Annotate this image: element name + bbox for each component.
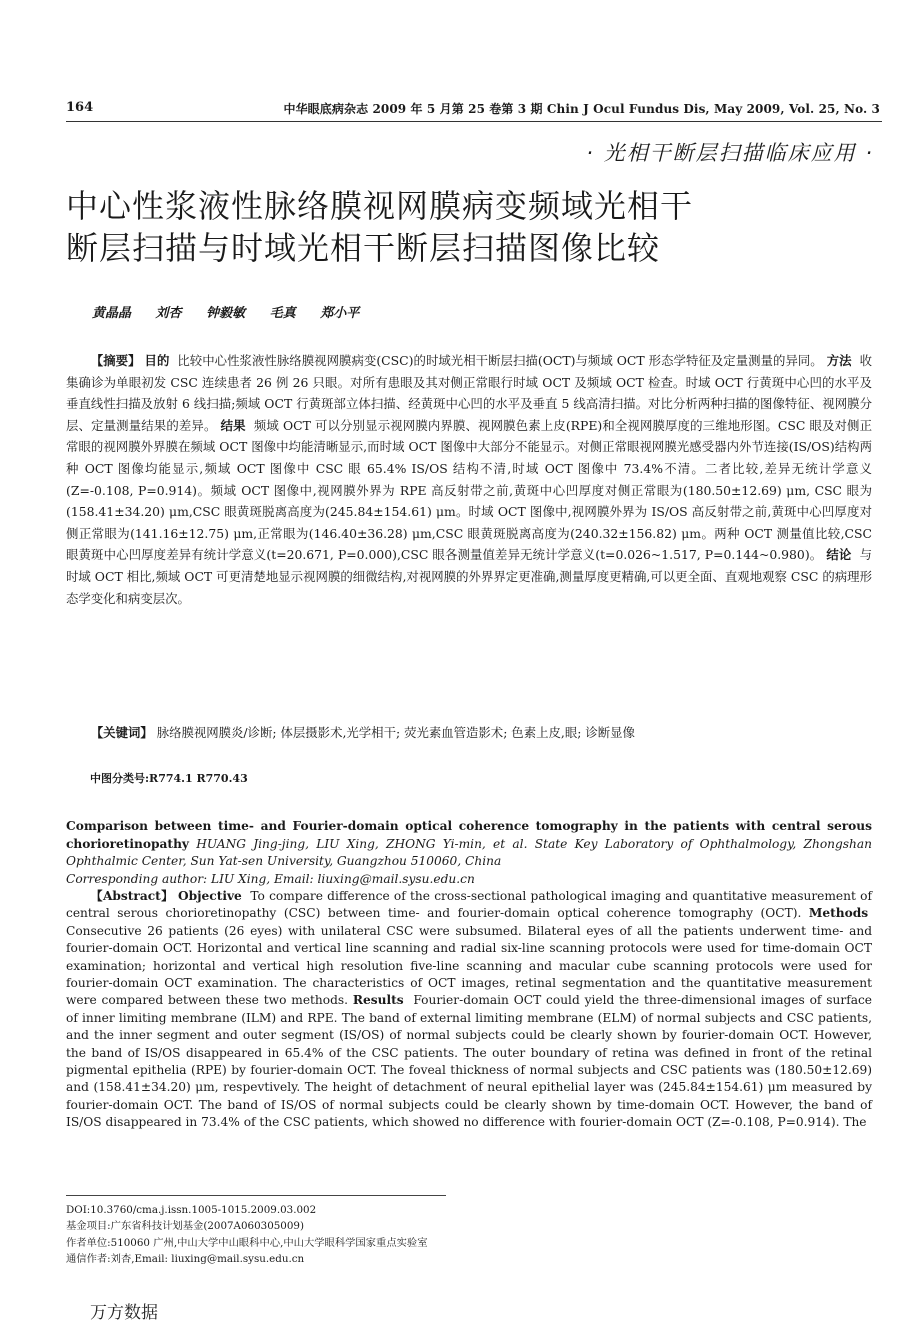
keywords-text: 脉络膜视网膜炎/诊断; 体层摄影术,光学相干; 荧光素血管造影术; 色素上皮,眼; 诊断显像 (156, 725, 635, 740)
author-name: 刘杏 (155, 306, 182, 321)
chinese-abstract (66, 350, 872, 609)
abstract-text: To compare difference of the cross-sectional pathological imaging and quantitative measurement of central serous chorioretinopathy (CSC) between time- and fourier-domain optical coherence tomography (OCT). (66, 889, 872, 921)
header-rule (66, 121, 882, 122)
abstract-section-head: 目的 (144, 353, 170, 368)
footnote-funding: 基金项目:广东省科技计划基金(2007A060305009) (66, 1220, 304, 1233)
title-line: 断层扫描与时域光相干断层扫描图像比较 (66, 229, 661, 267)
abstract-text: 比较中心性浆液性脉络膜视网膜病变(CSC)的时域光相干断层扫描(OCT)与频域 OCT 形态学特征及定量测量的异同。 (177, 353, 823, 368)
classification-code: 中图分类号:R774.1 R770.43 (90, 772, 248, 785)
keywords-label: 【关键词】 (90, 725, 153, 740)
english-authors: HUANG Jing-jing, LIU Xing, ZHONG Yi-min, et al. (196, 836, 528, 851)
english-title-block (66, 818, 872, 888)
footnote-correspondence: 通信作者:刘杏,Email: liuxing@mail.sysu.edu.cn (66, 1252, 305, 1265)
abstract-section-head: Methods (808, 906, 869, 921)
author-name: 毛真 (269, 306, 296, 321)
abstract-text: Consecutive 26 patients (26 eyes) with unilateral CSC were subsumed. Bilateral eyes of all the patients underwent time- and fourier-domain OCT. Horizontal and vertical line scanning and radial six-line scanning protocols were used for time-domain OCT examination; horizontal and vertical high resolution five-line scanning and macular cube scanning protocols were used for fourier-domain OCT examination. The characteristics of OCT images, retinal segmentation and the quantitative measurement were compared between these two methods. (66, 923, 872, 1008)
footnote-rule (66, 1195, 446, 1196)
footnote-doi: DOI:10.3760/cma.j.issn.1005-1015.2009.03.002 (66, 1204, 317, 1216)
article-title (66, 185, 866, 269)
footnote-affiliation: 作者单位:510060 广州,中山大学中山眼科中心,中山大学眼科学国家重点实验室 (66, 1236, 428, 1249)
abstract-text: 频域 OCT 可以分别显示视网膜内界膜、视网膜色素上皮(RPE)和全视网膜厚度的三维地形图。CSC 眼及对侧正常眼的视网膜外界膜在频域 OCT 图像中均能清晰显示,而时域 OCT 图像中大部分不能显示。对侧正常眼视网膜光感受器内外节连接(IS/OS)结构两种 OCT 图像均能显示,频域 OCT 图像中 CSC 眼 65.4% IS/OS 结构不清,时域 OCT 图像中 73.4%不清。二者比较,差异无统计学意义(Z=-0.108, P=0.914)。频域 OCT 图像中,视网膜外界为 RPE 高反射带之前,黄斑中心凹厚度对侧正常眼为(180.50±12.69) μm, CSC 眼为(158.41±34.20) μm,CSC 眼黄斑脱离高度为(245.84±154.61) μm。时域 OCT 图像中,视网膜外界为 IS/OS 高反射带之前,黄斑中心凹厚度对侧正常眼为(141.16±12.75) μm,正常眼为(146.40±36.28) μm,CSC 眼黄斑脱离高度为(240.32±156.82) μm。两种 OCT 测量值比较,CSC 眼黄斑中心凹厚度差异有统计学意义(t=20.671, P=0.000),CSC 眼各测量值差异无统计学意义(t=0.026~1.517, P=0.144~0.980)。 (66, 417, 872, 563)
abstract-section-head: 结论 (826, 547, 852, 563)
abstract-text: Fourier-domain OCT could yield the three-dimensional images of surface of inner limiting membrane (ILM) and RPE. The band of external limiting membrane (ELM) of normal subjects and CSC patients, and the inner segment and outer segment (IS/OS) of normal subjects could be clearly shown by fourier-domain OCT. However, the band of IS/OS disappeared in 65.4% of the CSC patients. The outer boundary of retina was defined in front of the retinal pigmental epithelia (RPE) by fourier-domain OCT. The foveal thickness of normal subjects and CSC patients was (180.50±12.69) and (158.41±34.20) μm, respevtively. The height of detachment of neural epithelial layer was (245.84±154.61) μm measured by fourier-domain OCT. The band of IS/OS of normal subjects could be clearly shown by time-domain OCT. However, the band of IS/OS disappeared in 73.4% of the CSC patients, which showed no difference with fourier-domain OCT (Z=-0.108, P=0.914). The (66, 993, 873, 1130)
abstract-label: 【Abstract】 (90, 889, 174, 903)
wanfang-watermark: 万方数据 (90, 1303, 158, 1323)
english-title: Comparison between time- and Fourier-domain optical coherence tomography in the patients with central serous chorioretinopathy (66, 819, 872, 851)
abstract-section-head: Results (352, 993, 404, 1008)
author-name: 黄晶晶 (92, 306, 132, 321)
abstract-text: 收集确诊为单眼初发 CSC 连续患者 26 例 26 只眼。对所有患眼及其对侧正常眼行时域 OCT 及频域 OCT 检查。时域 OCT 行黄斑中心凹的水平及垂直线性扫描及放射 6 线扫描;频域 OCT 行黄斑部立体扫描、经黄斑中心凹的水平及垂直 5 线高清扫描。对比分析两种扫描的图像特征、视网膜分层、定量测量结果的差异。 (66, 353, 872, 433)
page-number: 164 (66, 100, 94, 115)
author-name: 钟毅敏 (206, 306, 246, 321)
english-abstract (66, 888, 872, 1132)
abstract-label: 【摘要】 (90, 353, 141, 368)
section-heading: · 光相干断层扫描临床应用 · (586, 141, 874, 165)
journal-running-header: 中华眼底病杂志 2009 年 5 月第 25 卷第 3 期 Chin J Ocul Fundus Dis, May 2009, Vol. 25, No. 3 (283, 102, 880, 116)
title-line: 中心性浆液性脉络膜视网膜病变频域光相干 (66, 187, 694, 225)
author-list (92, 302, 379, 321)
abstract-section-head: 方法 (826, 353, 852, 368)
english-affiliation: State Key Laboratory of Ophthalmology, Zhongshan Ophthalmic Center, Sun Yat-sen University, Guangzhou 510060, China (66, 836, 873, 869)
english-correspondence: Corresponding author: LIU Xing, Email: liuxing@mail.sysu.edu.cn (66, 871, 475, 886)
author-name: 郑小平 (320, 306, 360, 321)
footnotes (66, 1202, 766, 1267)
chinese-keywords (66, 722, 872, 744)
abstract-section-head: 结果 (220, 417, 246, 433)
abstract-section-head: Objective (177, 889, 242, 903)
abstract-text: 与时域 OCT 相比,频域 OCT 可更清楚地显示视网膜的细微结构,对视网膜的外界界定更准确,测量厚度更精确,可以更全面、直观地观察 CSC 的病理形态学变化和病变层次。 (66, 547, 872, 606)
